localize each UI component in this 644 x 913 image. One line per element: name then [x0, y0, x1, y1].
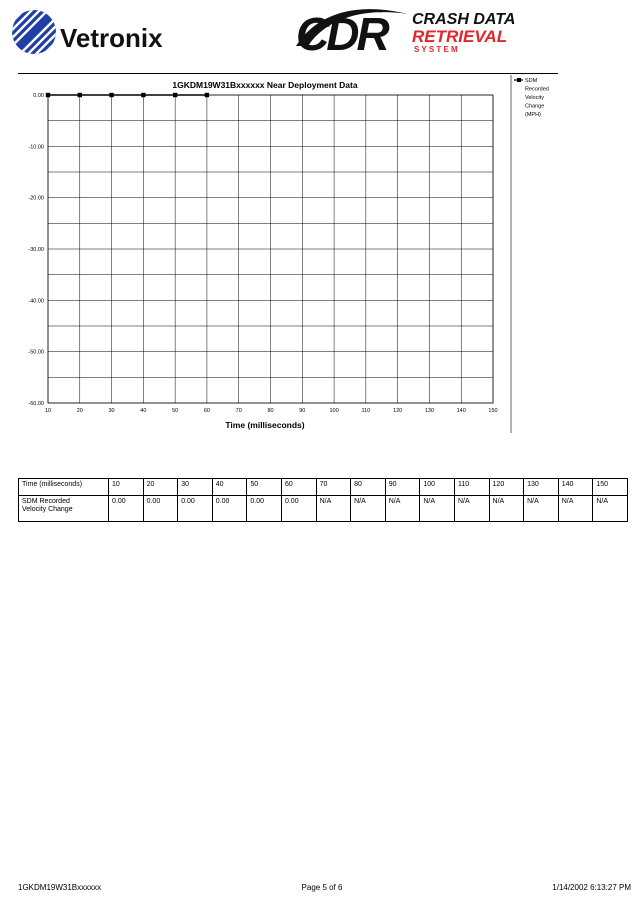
table-cell: N/A	[524, 496, 559, 522]
x-tick-label: 90	[299, 408, 306, 414]
y-tick-labels	[28, 93, 44, 407]
x-axis-label: Time (milliseconds)	[225, 420, 305, 430]
table-cell: 120	[489, 479, 524, 496]
table-cell: N/A	[351, 496, 386, 522]
y-tick-label: -30.00	[28, 247, 44, 253]
table-cell: 0.00	[178, 496, 213, 522]
x-tick-label: 60	[203, 408, 210, 414]
footer-vin: 1GKDM19W31Bxxxxxx	[18, 883, 102, 892]
table-cell: 100	[420, 479, 455, 496]
cdr-line-system: S Y S T E M	[414, 45, 458, 54]
table-cell: 20	[143, 479, 178, 496]
y-tick-label: -10.00	[28, 144, 44, 151]
table-row-velocity	[19, 496, 628, 522]
legend-label-line: SDM	[525, 78, 538, 84]
data-point-marker	[46, 93, 50, 97]
vetronix-logo	[10, 8, 200, 56]
cdr-line-crash-data: CRASH DATA	[412, 11, 516, 28]
data-point-marker	[141, 93, 145, 97]
x-tick-label: 150	[488, 408, 498, 414]
y-tick-label: -40.00	[28, 298, 44, 305]
table-cell: 80	[351, 479, 386, 496]
data-point-marker	[78, 93, 82, 97]
x-tick-label: 70	[235, 408, 242, 414]
table-cell: N/A	[489, 496, 524, 522]
table-row-time	[19, 479, 628, 496]
header-rule	[18, 73, 558, 74]
table-cell: N/A	[593, 496, 628, 522]
table-cell: 130	[524, 479, 559, 496]
row-label-time: Time (milliseconds)	[19, 479, 109, 496]
y-tick-label: -50.00	[28, 349, 44, 356]
row-label-velocity	[19, 496, 109, 522]
legend-label-line: Change	[525, 103, 545, 110]
table-cell: 70	[316, 479, 351, 496]
table-cell: 10	[109, 479, 144, 496]
data-point-marker	[109, 93, 113, 97]
cdr-logo	[288, 6, 558, 56]
y-tick-label: 0.00	[33, 93, 44, 99]
x-tick-labels	[45, 408, 498, 414]
x-tick-label: 110	[361, 408, 371, 414]
cdr-letters: CDR	[296, 8, 387, 56]
table-cell: 150	[593, 479, 628, 496]
x-tick-label: 40	[140, 408, 147, 414]
x-tick-label: 80	[267, 408, 274, 414]
table-cell: 90	[385, 479, 420, 496]
data-point-marker	[205, 93, 209, 97]
x-tick-label: 130	[424, 408, 435, 414]
chart-series	[46, 93, 209, 97]
table-cell: 140	[558, 479, 593, 496]
x-tick-label: 100	[329, 408, 339, 414]
table-cell: N/A	[385, 496, 420, 522]
table-cell: N/A	[558, 496, 593, 522]
chart-legend	[514, 78, 549, 118]
table-cell: 40	[212, 479, 247, 496]
x-tick-label: 30	[108, 408, 115, 414]
legend-label-line: Recorded	[525, 86, 549, 93]
near-deployment-chart	[18, 75, 578, 435]
table-cell: 0.00	[212, 496, 247, 522]
row-label-line: Velocity Change	[22, 506, 73, 513]
x-tick-label: 120	[393, 408, 403, 414]
table-cell: 50	[247, 479, 282, 496]
table-cell: 60	[281, 479, 316, 496]
table-cell: N/A	[454, 496, 489, 522]
legend-label-line: (MPH)	[525, 112, 541, 118]
footer-timestamp: 1/14/2002 6:13:27 PM	[552, 883, 631, 892]
chart-title: 1GKDM19W31Bxxxxxx Near Deployment Data	[172, 80, 358, 90]
data-point-marker	[173, 93, 177, 97]
table-cell: 30	[178, 479, 213, 496]
footer-page-number: Page 5 of 6	[301, 883, 343, 892]
table-cell: 0.00	[247, 496, 282, 522]
table-cell: 0.00	[143, 496, 178, 522]
vetronix-wordmark: Vetronix	[60, 23, 163, 53]
x-tick-label: 20	[76, 408, 83, 414]
table-cell: N/A	[316, 496, 351, 522]
data-table	[18, 478, 628, 522]
table-cell: N/A	[420, 496, 455, 522]
table-cell: 110	[454, 479, 489, 496]
chart-grid	[48, 95, 493, 403]
y-tick-label: -60.00	[28, 401, 44, 407]
y-tick-label: -20.00	[28, 195, 44, 202]
table-cell: 0.00	[109, 496, 144, 522]
legend-label-line: Velocity	[525, 95, 544, 101]
x-tick-label: 140	[456, 408, 466, 414]
x-tick-label: 50	[172, 408, 179, 414]
row-label-line: SDM Recorded	[22, 498, 70, 505]
legend-marker-icon	[517, 78, 521, 82]
table-cell: 0.00	[281, 496, 316, 522]
x-tick-label: 10	[44, 408, 52, 414]
cdr-line-retrieval: RETRIEVAL	[412, 27, 508, 46]
